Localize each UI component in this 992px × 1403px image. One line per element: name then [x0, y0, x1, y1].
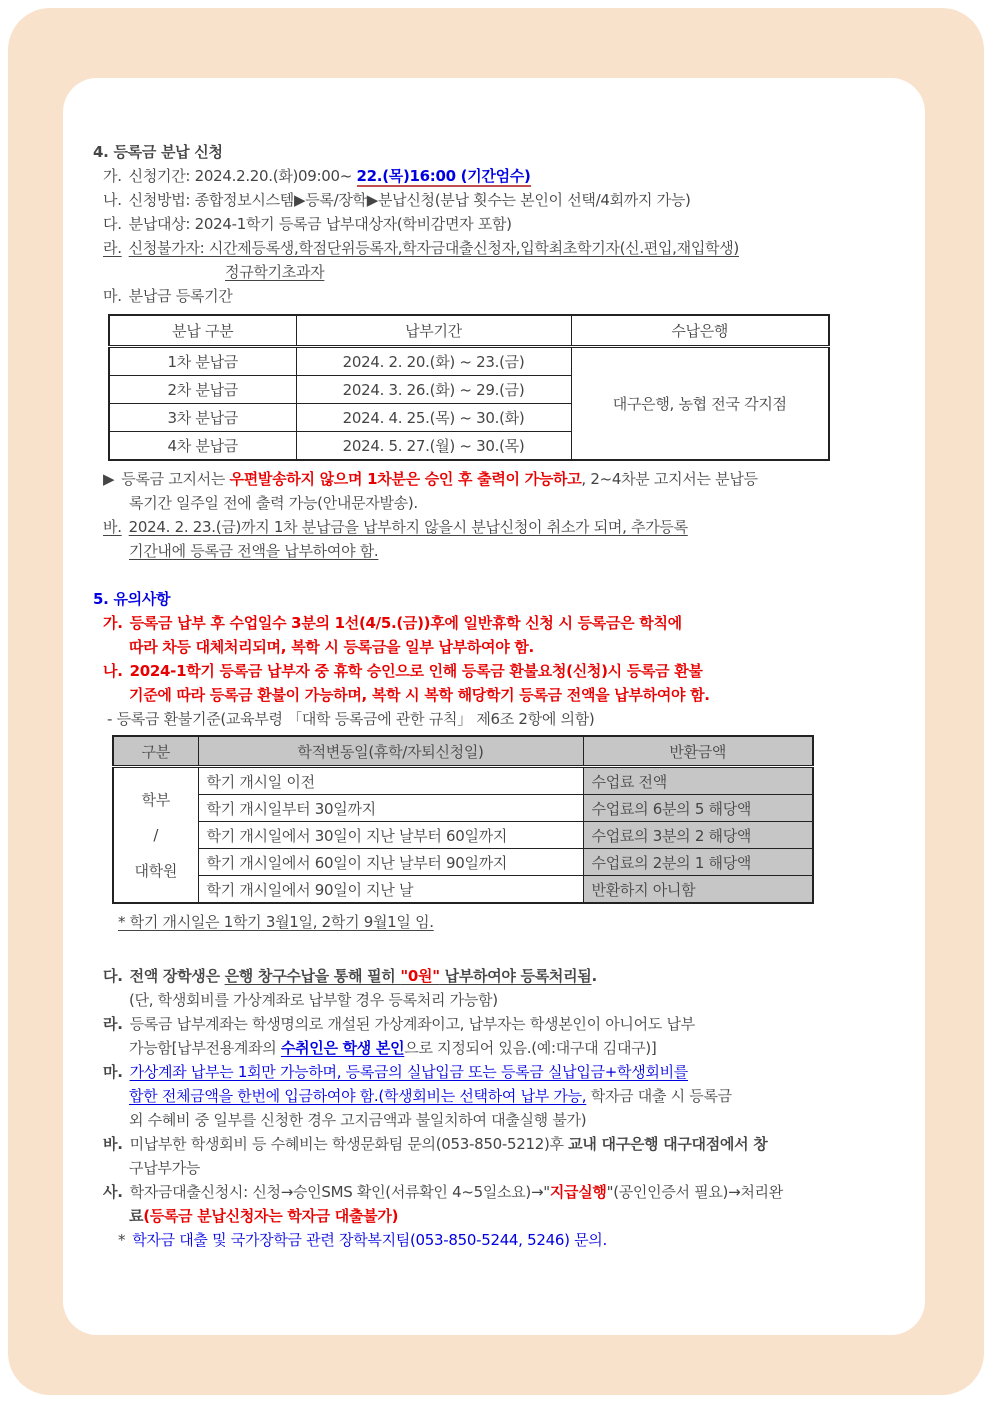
excluded-text: 신청불가자: 시간제등록생,학점단위등록자,학자금대출신청자,입학최초학기자(신.편입,재입학생): [128, 239, 739, 257]
refund-standard-note: - 등록금 환불기준(교육부령 「대학 등록금에 관한 규칙」 제6조 2항에 의함): [107, 710, 595, 728]
section4-title: 4. 등록금 분납 신청: [93, 143, 223, 161]
virtual-text-2a: 합한 전체금액을 한번에 입금하여야 함.(학생회비는 선택하여 납부 가능,: [129, 1087, 587, 1105]
refund-text-1: 2024-1학기 등록금 납부자 중 휴학 승인으로 인해 등록금 환불요청(신청)시 등록금 환불: [129, 662, 703, 680]
section5-item-scholarship: [93, 964, 897, 988]
installment-1-label: 1차 분납금: [109, 347, 296, 376]
item-marker: 바.: [103, 518, 122, 536]
installment-3-period: 2024. 4. 25.(목) ~ 30.(화): [296, 404, 571, 432]
unpaid-bank-bold: 교내 대구은행 대구대점에서 창: [568, 1135, 768, 1153]
refund-amount-4: 수업료의 2분의 1 해당액: [583, 849, 813, 876]
virtual-text-2b: 학자금 대출 시 등록금: [586, 1087, 732, 1105]
table-row: [109, 347, 829, 376]
loan-text-2a: 료: [129, 1207, 144, 1225]
bill-notice-a: 등록금 고지서는: [121, 470, 230, 488]
item-marker: 나.: [103, 662, 123, 680]
excluded-text-2: 정규학기초과자: [225, 263, 325, 281]
section5-title: 5. 유의사항: [93, 590, 171, 608]
table-row: [113, 767, 813, 795]
refund-amount-1: 수업료 전액: [583, 767, 813, 795]
refund-amount-5: 반환하지 아니함: [583, 876, 813, 904]
account-text-1: 등록금 납부계좌는 학생명의로 개설된 가상계좌이고, 납부자는 학생본인이 아니어도 납부: [129, 1015, 695, 1033]
virtual-text-1: 가상계좌 납부는 1회만 가능하며, 등록금의 실납입금 또는 등록금 실납입금+학생회비를: [129, 1063, 688, 1081]
section5-item-account-line1: [93, 1012, 897, 1036]
col-refund-amount: 반환금액: [583, 736, 813, 767]
leave-text-2: 따라 차등 대체처리되며, 복학 시 등록금을 일부 납부하여야 함.: [129, 638, 534, 656]
section5-item-leave-line1: [93, 611, 897, 635]
installment-table: [108, 314, 830, 461]
group-cell: [113, 767, 198, 904]
col-category: 구분: [113, 736, 198, 767]
loan-text-1a: 학자금대출신청시: 신청→승인SMS 확인(서류확인 4~5일소요)→": [129, 1183, 550, 1201]
section5-item-virtual-line1: [93, 1060, 897, 1084]
scholarship-b: 은행 창구수납을 통해 필히: [224, 967, 401, 985]
scholarship-sub-text: (단, 학생회비를 가상계좌로 납부할 경우 등록처리 가능함): [129, 991, 498, 1009]
col-installment-type: 분납 구분: [109, 315, 296, 347]
apply-period-text: 신청기간: 2024.2.20.(화)09:00~: [128, 167, 357, 185]
zero-won: "0원": [400, 967, 440, 985]
arrow-bullet-icon: ▶: [103, 470, 115, 488]
bill-notice-line2: [93, 491, 897, 515]
section5-item-leave-line2: [93, 635, 897, 659]
installment-2-label: 2차 분납금: [109, 376, 296, 404]
refund-text-2: 기준에 따라 등록금 환불이 가능하며, 복학 시 복학 해당학기 등록금 전액을 납부하여야 함.: [129, 686, 710, 704]
asterisk-marker: *: [118, 1231, 126, 1249]
scholarship-underlined: [225, 967, 592, 985]
item-marker: 마.: [103, 287, 122, 305]
item-marker: 마.: [103, 1063, 123, 1081]
leave-text-1: 등록금 납부 후 수업일수 3분의 1선(4/5.(금))후에 일반휴학 신청 시 등록금은 학칙에: [129, 614, 682, 632]
item-marker: 바.: [103, 1135, 123, 1153]
bill-notice-line1: [93, 467, 897, 491]
section5-item-loan-line1: [93, 1180, 897, 1204]
account-text-2c: 으로 지정되어 있음.(예:대구대 김대구)]: [404, 1039, 657, 1057]
bill-notice-warning: 우편발송하지 않으며 1차분은 승인 후 출력이 가능하고: [229, 470, 582, 488]
cancel-line1: [103, 518, 688, 536]
section-gap: [93, 934, 897, 964]
scholarship-d: 납부하여야 등록처리됨: [439, 967, 592, 985]
table-row: [113, 795, 813, 822]
account-text-2a: 가능함[납부전용계좌의: [129, 1039, 281, 1057]
item-marker: 가.: [103, 614, 123, 632]
apply-method-text: 신청방법: 종합정보시스템▶등록/장학▶분납신청(분납 횟수는 본인이 선택/4회까지 가능): [128, 191, 691, 209]
loan-forbidden-highlight: (등록금 분납신청자는 학자금 대출불가): [143, 1207, 399, 1225]
section4-item-apply-period: [93, 164, 897, 188]
unpaid-text-1a: 미납부한 학생회비 등 수혜비는 학생문화팀 문의(053-850-5212)후: [129, 1135, 569, 1153]
section5-item-refund-line2: [93, 683, 897, 707]
section5-item-unpaid-line2: [93, 1156, 897, 1180]
bank-cell: 대구은행, 농협 전국 각지점: [571, 347, 829, 461]
scholarship-period: .: [591, 967, 597, 985]
installment-header-row: [109, 315, 829, 347]
item-marker: 가.: [103, 167, 122, 185]
refund-header-row: [113, 736, 813, 767]
loan-execute-highlight: 지급실행: [549, 1183, 607, 1201]
section5-item-scholarship-sub: [93, 988, 897, 1012]
loan-text-1c: "(공인인증서 필요)→처리완: [606, 1183, 783, 1201]
semester-start-text: * 학기 개시일은 1학기 3월1일, 2학기 9월1일 임.: [118, 913, 434, 931]
contact-text: 학자금 대출 및 국가장학금 관련 장학복지팀(053-850-5244, 5246) 문의.: [132, 1231, 607, 1249]
refund-amount-2: 수업료의 6분의 5 해당액: [583, 795, 813, 822]
refund-when-3: 학기 개시일에서 30일이 지난 날부터 60일까지: [198, 822, 583, 849]
content-panel: [63, 78, 925, 1335]
semester-start-note: [93, 910, 897, 934]
section4-item-target: [93, 212, 897, 236]
item-marker: 사.: [103, 1183, 123, 1201]
table-row: [113, 849, 813, 876]
section4-item-cancel-line1: [93, 515, 897, 539]
section5-item-refund-line1: [93, 659, 897, 683]
unpaid-text-2: 구납부가능: [129, 1159, 200, 1177]
item-marker: 라.: [103, 239, 122, 257]
section5-item-virtual-line3: [93, 1108, 897, 1132]
group-undergrad: 학부: [141, 790, 170, 809]
target-text: 분납대상: 2024-1학기 등록금 납부대상자(학비감면자 포함): [128, 215, 512, 233]
table-row: [113, 876, 813, 904]
col-payment-period: 납부기간: [296, 315, 571, 347]
item-marker: 나.: [103, 191, 122, 209]
scholarship-a: 전액 장학생은: [129, 967, 225, 985]
installment-1-period: 2024. 2. 20.(화) ~ 23.(금): [296, 347, 571, 376]
refund-amount-3: 수업료의 3분의 2 해당액: [583, 822, 813, 849]
refund-table: [112, 735, 814, 904]
col-bank: 수납은행: [571, 315, 829, 347]
section5-item-loan-line2: [93, 1204, 897, 1228]
col-change-date: 학적변동일(휴학/자퇴신청일): [198, 736, 583, 767]
contact-note: [93, 1228, 897, 1252]
section4-item-schedule-label: [93, 284, 897, 308]
section4-item-excluded: [93, 236, 897, 260]
refund-when-1: 학기 개시일 이전: [198, 767, 583, 795]
refund-when-4: 학기 개시일에서 60일이 지난 날부터 90일까지: [198, 849, 583, 876]
table-row: [113, 822, 813, 849]
group-slash: /: [153, 826, 159, 844]
excluded-line: [103, 239, 739, 257]
bill-notice-c: , 2~4차분 고지서는 분납등: [581, 470, 758, 488]
cancel-text-2: 기간내에 등록금 전액을 납부하여야 함.: [129, 542, 379, 560]
installment-3-label: 3차 분납금: [109, 404, 296, 432]
section4-item-excluded-cont: [93, 260, 897, 284]
section4-item-apply-method: [93, 188, 897, 212]
installment-4-period: 2024. 5. 27.(월) ~ 30.(목): [296, 432, 571, 461]
refund-when-5: 학기 개시일에서 90일이 지난 날: [198, 876, 583, 904]
section4-item-cancel-line2: [93, 539, 897, 563]
section-gap: [93, 563, 897, 587]
payee-highlight: 수취인은 학생 본인: [280, 1039, 405, 1057]
refund-when-2: 학기 개시일부터 30일까지: [198, 795, 583, 822]
cancel-text-1: 2024. 2. 23.(금)까지 1차 분납금을 납부하지 않을시 분납신청이 취소가 되며, 추가등록: [128, 518, 688, 536]
section5-item-account-line2: [93, 1036, 897, 1060]
section5-item-unpaid-line1: [93, 1132, 897, 1156]
item-marker: 다.: [103, 967, 123, 985]
section5-item-virtual-line2: [93, 1084, 897, 1108]
group-grad: 대학원: [134, 862, 178, 881]
bill-notice-cont: 록기간 일주일 전에 출력 가능(안내문자발송).: [129, 494, 418, 512]
virtual-text-3: 외 수혜비 중 일부를 신청한 경우 고지금액과 불일치하여 대출실행 불가): [129, 1111, 587, 1129]
installment-4-label: 4차 분납금: [109, 432, 296, 461]
schedule-label-text: 분납금 등록기간: [128, 287, 233, 305]
item-marker: 다.: [103, 215, 122, 233]
item-marker: 라.: [103, 1015, 123, 1033]
apply-deadline: 22.(목)16:00 (기간엄수): [356, 167, 531, 185]
installment-2-period: 2024. 3. 26.(화) ~ 29.(금): [296, 376, 571, 404]
